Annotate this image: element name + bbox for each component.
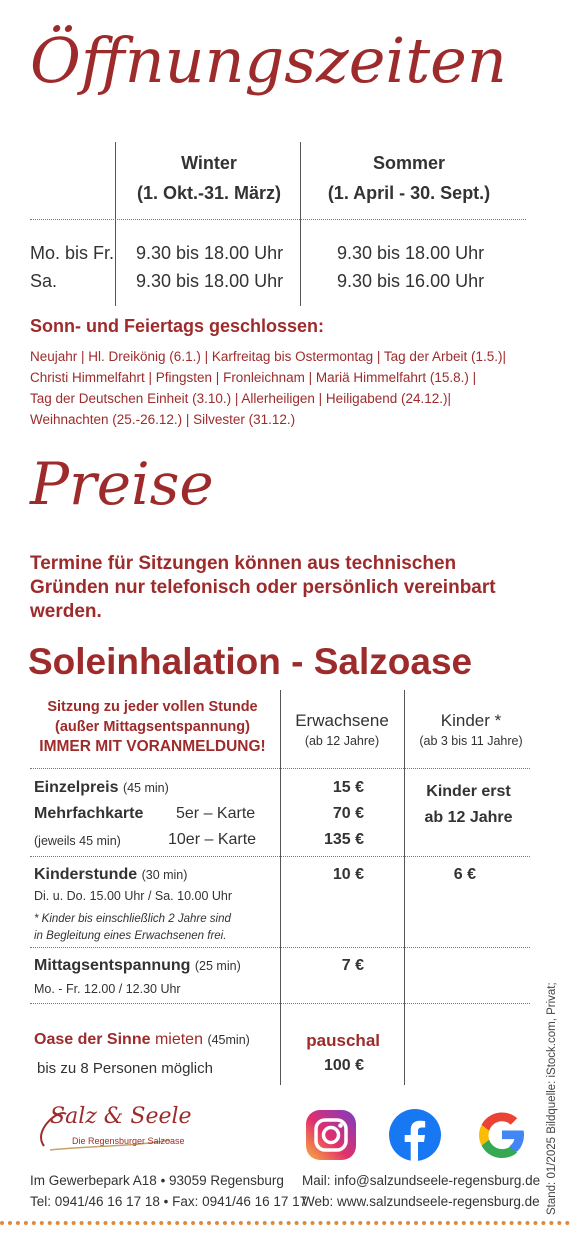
dotted-divider <box>30 768 530 769</box>
column-divider <box>115 142 116 306</box>
facebook-icon[interactable] <box>388 1108 442 1162</box>
email-link[interactable]: Mail: info@salzundseele-regensburg.de <box>302 1173 541 1188</box>
oase-duration: (45min) <box>207 1033 250 1047</box>
registration-required: IMMER MIT VORANMELDUNG! <box>39 738 266 755</box>
each-note: (jeweils 45 min) <box>34 834 121 848</box>
winter-header <box>118 148 300 208</box>
website-link[interactable]: Web: www.salzundseele-regensburg.de <box>302 1194 540 1209</box>
dotted-divider <box>30 219 526 220</box>
price-5: 70 € <box>332 805 364 822</box>
day-label: Sa. <box>30 271 58 291</box>
prices-title: Preise <box>30 450 214 518</box>
holiday-line: Neujahr | Hl. Dreikönig (6.1.) | Karfreitag bis Ostermontag | Tag der Arbeit (1.5.)| <box>30 349 506 364</box>
summer-hours: 9.30 bis 16.00 Uhr <box>337 271 485 291</box>
logo <box>30 1100 192 1160</box>
day-label: Mo. bis Fr. <box>30 243 115 263</box>
phone: Tel: 0941/46 16 17 18 • Fax: 0941/46 16 17 17 <box>30 1194 308 1209</box>
footnote-line: * Kinder bis einschließlich 2 Jahre sind <box>34 913 231 925</box>
children-note <box>406 779 531 831</box>
midday-label: Mittagsentspannung <box>34 957 191 974</box>
winter-title: Winter <box>181 153 237 173</box>
single-price-row <box>34 779 169 797</box>
dotted-divider <box>30 947 530 948</box>
midday-row <box>34 957 241 975</box>
table-divider <box>404 690 405 1085</box>
price-single: 15 € <box>332 779 364 796</box>
kids-times: Di. u. Do. 15.00 Uhr / Sa. 10.00 Uhr <box>34 889 233 903</box>
oase-rent: mieten <box>154 1031 203 1048</box>
winter-hours: 9.30 bis 18.00 Uhr <box>136 271 284 291</box>
adults-header <box>282 711 402 748</box>
children-label: Kinder * <box>440 711 502 730</box>
oase-row <box>34 1031 250 1049</box>
address: Im Gewerbepark A18 • 93059 Regensburg <box>30 1173 284 1188</box>
children-note-line: ab 12 Jahre <box>424 809 513 826</box>
hours-row <box>30 266 57 296</box>
midday-price: 7 € <box>341 957 364 974</box>
single-label: Einzelpreis <box>34 779 119 796</box>
single-duration: (45 min) <box>122 781 169 795</box>
holiday-line: Tag der Deutschen Einheit (3.10.) | Allerheiligen | Heiligabend (24.12.)| <box>30 391 452 406</box>
children-header <box>406 711 536 748</box>
google-icon[interactable] <box>474 1106 528 1160</box>
oase-price: 100 € <box>323 1057 364 1074</box>
bottom-dotted-border <box>0 1221 570 1225</box>
price-10: 135 € <box>323 831 364 848</box>
summer-hours: 9.30 bis 18.00 Uhr <box>337 243 485 263</box>
kids-label: Kinderstunde <box>34 866 138 883</box>
summer-range: (1. April - 30. Sept.) <box>327 183 491 203</box>
session-header <box>30 697 275 757</box>
kids-child-price: 6 € <box>453 866 476 883</box>
session-info: Sitzung zu jeder vollen Stunde <box>47 699 258 715</box>
children-age: (ab 3 bis 11 Jahre) <box>419 734 523 748</box>
holiday-line: Christi Himmelfahrt | Pfingsten | Fronleichnam | Mariä Himmelfahrt (15.8.) | <box>30 370 477 385</box>
footer-contact-right <box>302 1170 540 1212</box>
oase-flat: pauschal <box>306 1031 380 1050</box>
kids-duration: (30 min) <box>141 868 188 882</box>
side-note: Stand: 01/2025 Bildquelle: iStock.com, Privat; <box>546 982 558 1215</box>
kids-hour-row <box>34 866 187 884</box>
adults-age: (ab 12 Jahre) <box>304 734 380 748</box>
adults-label: Erwachsene <box>295 711 389 730</box>
table-divider <box>280 690 281 1085</box>
dotted-divider <box>30 1003 530 1004</box>
winter-hours: 9.30 bis 18.00 Uhr <box>136 243 284 263</box>
oase-label: Oase der Sinne <box>34 1031 151 1048</box>
winter-range: (1. Okt.-31. März) <box>136 183 282 203</box>
kids-adult-price: 10 € <box>332 866 364 883</box>
session-exception: (außer Mittagsentspannung) <box>55 719 250 735</box>
kids-footnote <box>34 911 231 945</box>
holiday-list <box>30 346 550 430</box>
dotted-divider <box>30 856 530 857</box>
oase-persons: bis zu 8 Personen möglich <box>37 1060 213 1077</box>
booking-notice: Termine für Sitzungen können aus technischen Gründen nur telefonisch oder persönlich vereinbart werden. <box>30 553 496 622</box>
footer-contact-left <box>30 1170 307 1212</box>
footnote-line: in Begleitung eines Erwachsenen frei. <box>34 930 227 942</box>
summer-header <box>303 148 515 208</box>
multi-10-label: 10er – Karte <box>168 831 257 848</box>
multi-label: Mehrfachkarte <box>34 805 144 822</box>
children-note-line: Kinder erst <box>426 783 511 800</box>
multi-5-label: 5er – Karte <box>176 805 256 822</box>
section-title: Soleinhalation - Salzoase <box>28 641 473 682</box>
opening-hours-title: Öffnungszeiten <box>30 24 507 97</box>
summer-title: Sommer <box>372 153 446 173</box>
logo-name: Salz & Seele <box>50 1104 192 1129</box>
hours-row <box>30 238 114 268</box>
column-divider <box>300 142 301 306</box>
closed-notice: Sonn- und Feiertags geschlossen: <box>30 316 325 336</box>
logo-subtitle: Die Regensburger Salzoase <box>72 1136 185 1146</box>
midday-duration: (25 min) <box>194 959 241 973</box>
instagram-icon[interactable] <box>304 1108 358 1162</box>
midday-times: Mo. - Fr. 12.00 / 12.30 Uhr <box>34 982 181 996</box>
holiday-line: Weihnachten (25.-26.12.) | Silvester (31.12.) <box>30 412 296 427</box>
